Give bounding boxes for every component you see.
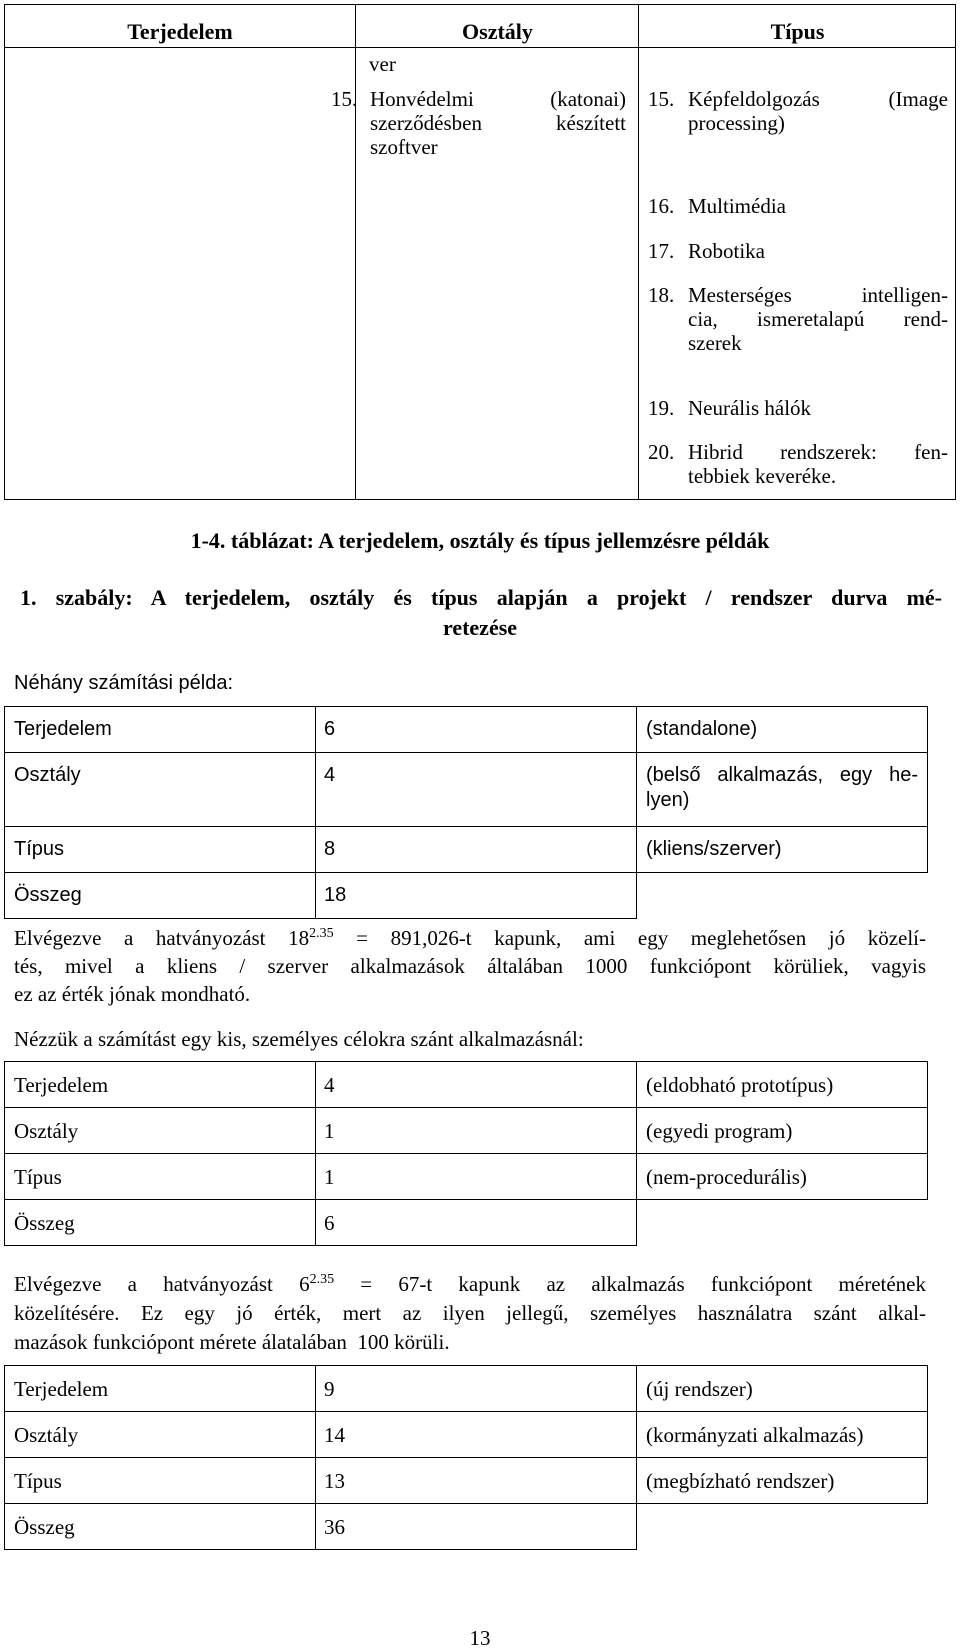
list-number: 19. <box>648 396 675 420</box>
exponent: 2.35 <box>309 926 334 941</box>
rule-heading-line1: 1. szabály: A terjedelem, osztály és típus alapján a projekt / rendszer durva mé- <box>20 585 942 610</box>
table-border-top <box>4 4 956 5</box>
list-number: 18. <box>648 283 675 307</box>
table-caption: 1-4. táblázat: A terjedelem, osztály és típus jellemzésre példák <box>190 528 770 553</box>
list-number: 15. <box>331 87 358 111</box>
header-osztaly: Osztály <box>462 19 533 44</box>
table-col-divider-2 <box>638 4 639 500</box>
table-header-rule <box>4 47 956 48</box>
example2-intro: Nézzük a számítást egy kis, személyes célokra szánt alkalmazásnál: <box>14 1027 584 1051</box>
rule-heading-line2: retezése <box>442 615 518 640</box>
table-col-divider-1 <box>355 4 356 500</box>
table-border-left <box>4 4 5 500</box>
exponent: 2.35 <box>309 1272 335 1287</box>
list-number: 17. <box>648 239 675 263</box>
examples-intro: Néhány számítási példa: <box>14 672 234 694</box>
header-terjedelem: Terjedelem <box>127 19 233 44</box>
page-number: 13 <box>469 1626 491 1650</box>
list-number: 16. <box>648 194 675 218</box>
list-number: 15. <box>648 87 675 111</box>
table-border-bottom <box>4 499 956 500</box>
table-border-right <box>955 4 956 500</box>
header-tipus: Típus <box>770 19 825 44</box>
osztaly-continued-text: ver <box>369 52 396 76</box>
list-number: 20. <box>648 440 675 464</box>
